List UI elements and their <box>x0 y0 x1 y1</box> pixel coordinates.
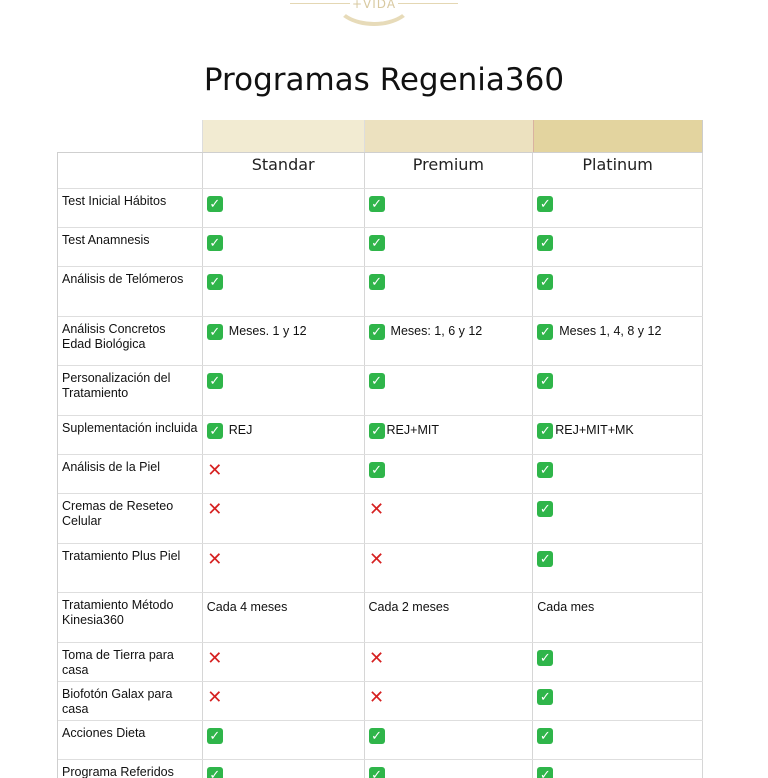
standar-cell <box>203 189 365 227</box>
standar-cell <box>203 228 365 266</box>
cross-mark-icon: ✕ <box>207 648 223 668</box>
check-mark-icon: ✓ <box>369 196 385 212</box>
row-label: Toma de Tierra para casa <box>58 643 203 681</box>
standar-cell <box>203 544 365 592</box>
cell-value: Cada mes <box>537 600 595 614</box>
platinum-color-band <box>533 120 703 152</box>
premium-cell <box>365 267 534 316</box>
cell-value: Cada 2 meses <box>368 600 450 614</box>
platinum-cell <box>533 721 703 759</box>
premium-color-band <box>364 120 533 152</box>
table-row <box>58 494 703 544</box>
premium-cell <box>365 760 534 778</box>
check-mark-icon: ✓ <box>537 551 553 567</box>
row-label: Análisis de Telómeros <box>58 267 203 316</box>
row-label: Tratamiento Plus Piel <box>58 544 203 592</box>
table-row <box>58 455 703 494</box>
standar-color-band <box>202 120 364 152</box>
check-mark-icon: ✓ <box>537 274 553 290</box>
check-mark-icon: ✓ <box>369 274 385 290</box>
standar-cell <box>203 366 365 415</box>
logo-text: +VIDA <box>352 0 397 11</box>
check-mark-icon: ✓ <box>369 767 385 778</box>
premium-cell <box>365 228 534 266</box>
premium-cell <box>365 366 534 415</box>
standar-cell <box>203 267 365 316</box>
cell-value: REJ+MIT <box>386 422 439 437</box>
cross-mark-icon: ✕ <box>368 687 385 707</box>
premium-cell <box>365 682 534 720</box>
check-mark-icon: ✓ <box>537 196 553 212</box>
table-row <box>58 643 703 682</box>
cell-value: Meses: 1, 6 y 12 <box>390 323 483 338</box>
cross-mark-icon: ✕ <box>207 499 223 519</box>
table-header-row <box>58 153 703 189</box>
premium-cell <box>365 494 534 543</box>
table-row <box>58 544 703 593</box>
brand-logo <box>290 0 458 34</box>
row-label: Tratamiento Método Kinesia360 <box>58 593 203 642</box>
column-header-standar: Standar <box>203 153 365 188</box>
check-mark-icon: ✓ <box>207 728 223 744</box>
standar-cell <box>203 643 365 681</box>
table-row <box>58 228 703 267</box>
standar-cell <box>203 760 365 778</box>
check-mark-icon: ✓ <box>537 373 553 389</box>
cell-value: Meses. 1 y 12 <box>228 323 307 338</box>
table-row <box>58 317 703 366</box>
check-mark-icon: ✓ <box>207 324 223 340</box>
platinum-cell <box>533 366 703 415</box>
platinum-cell <box>533 494 703 543</box>
table-row <box>58 593 703 643</box>
standar-cell <box>203 494 365 543</box>
check-mark-icon: ✓ <box>369 373 385 389</box>
row-label: Programa Referidos <box>58 760 203 778</box>
premium-cell <box>365 721 534 759</box>
cross-mark-icon: ✕ <box>368 499 385 519</box>
platinum-cell <box>533 643 703 681</box>
table-row <box>58 189 703 228</box>
check-mark-icon: ✓ <box>537 235 553 251</box>
standar-cell <box>203 721 365 759</box>
row-label: Test Inicial Hábitos <box>58 189 203 227</box>
row-label: Personalización del Tratamiento <box>58 366 203 415</box>
standar-cell <box>203 455 365 493</box>
cross-mark-icon: ✕ <box>207 549 223 569</box>
check-mark-icon: ✓ <box>207 423 223 439</box>
check-mark-icon: ✓ <box>207 274 223 290</box>
check-mark-icon: ✓ <box>537 650 553 666</box>
logo-arc <box>334 0 414 26</box>
table-row <box>58 760 703 778</box>
table-row <box>58 366 703 416</box>
platinum-cell <box>533 189 703 227</box>
standar-cell <box>203 416 365 454</box>
check-mark-icon: ✓ <box>537 728 553 744</box>
check-mark-icon: ✓ <box>369 462 385 478</box>
platinum-cell <box>533 455 703 493</box>
cell-value: REJ+MIT+MK <box>555 422 634 437</box>
check-mark-icon: ✓ <box>207 373 223 389</box>
column-color-bands <box>202 120 703 152</box>
check-mark-icon: ✓ <box>537 767 553 778</box>
check-mark-icon: ✓ <box>369 324 385 340</box>
platinum-cell <box>533 682 703 720</box>
row-label: Test Anamnesis <box>58 228 203 266</box>
platinum-cell <box>533 416 703 454</box>
premium-cell <box>365 593 534 642</box>
check-mark-icon: ✓ <box>207 767 223 778</box>
standar-cell <box>203 317 365 365</box>
cross-mark-icon: ✕ <box>207 460 223 480</box>
cell-value: REJ <box>228 422 253 437</box>
table-row <box>58 721 703 760</box>
row-label: Cremas de Reseteo Celular <box>58 494 203 543</box>
check-mark-icon: ✓ <box>537 689 553 705</box>
platinum-cell <box>533 267 703 316</box>
table-row <box>58 416 703 455</box>
check-mark-icon: ✓ <box>207 235 223 251</box>
header-empty-cell <box>58 153 203 188</box>
cross-mark-icon: ✕ <box>368 648 385 668</box>
premium-cell <box>365 416 534 454</box>
platinum-cell <box>533 593 703 642</box>
standar-cell <box>203 682 365 720</box>
column-header-premium: Premium <box>365 153 534 188</box>
column-header-platinum: Platinum <box>533 153 703 188</box>
premium-cell <box>365 317 534 365</box>
check-mark-icon: ✓ <box>207 196 223 212</box>
premium-cell <box>365 189 534 227</box>
check-mark-icon: ✓ <box>369 423 385 439</box>
table-row <box>58 682 703 721</box>
check-mark-icon: ✓ <box>369 235 385 251</box>
row-label: Biofotón Galax para casa <box>58 682 203 720</box>
cross-mark-icon: ✕ <box>207 687 223 707</box>
platinum-cell <box>533 228 703 266</box>
cell-value: Cada 4 meses <box>206 600 288 614</box>
row-label: Acciones Dieta <box>58 721 203 759</box>
row-label: Análisis Concretos Edad Biológica <box>58 317 203 365</box>
platinum-cell <box>533 317 703 365</box>
row-label: Suplementación incluida <box>58 416 203 454</box>
platinum-cell <box>533 760 703 778</box>
table-grid <box>57 152 703 778</box>
standar-cell <box>203 593 365 642</box>
platinum-cell <box>533 544 703 592</box>
table-row <box>58 267 703 317</box>
premium-cell <box>365 455 534 493</box>
cell-value: Meses 1, 4, 8 y 12 <box>559 323 662 338</box>
check-mark-icon: ✓ <box>369 728 385 744</box>
check-mark-icon: ✓ <box>537 462 553 478</box>
premium-cell <box>365 643 534 681</box>
row-label: Análisis de la Piel <box>58 455 203 493</box>
cross-mark-icon: ✕ <box>368 549 385 569</box>
check-mark-icon: ✓ <box>537 501 553 517</box>
check-mark-icon: ✓ <box>537 324 553 340</box>
check-mark-icon: ✓ <box>537 423 553 439</box>
page-title: Programas Regenia360 <box>203 62 565 98</box>
premium-cell <box>365 544 534 592</box>
